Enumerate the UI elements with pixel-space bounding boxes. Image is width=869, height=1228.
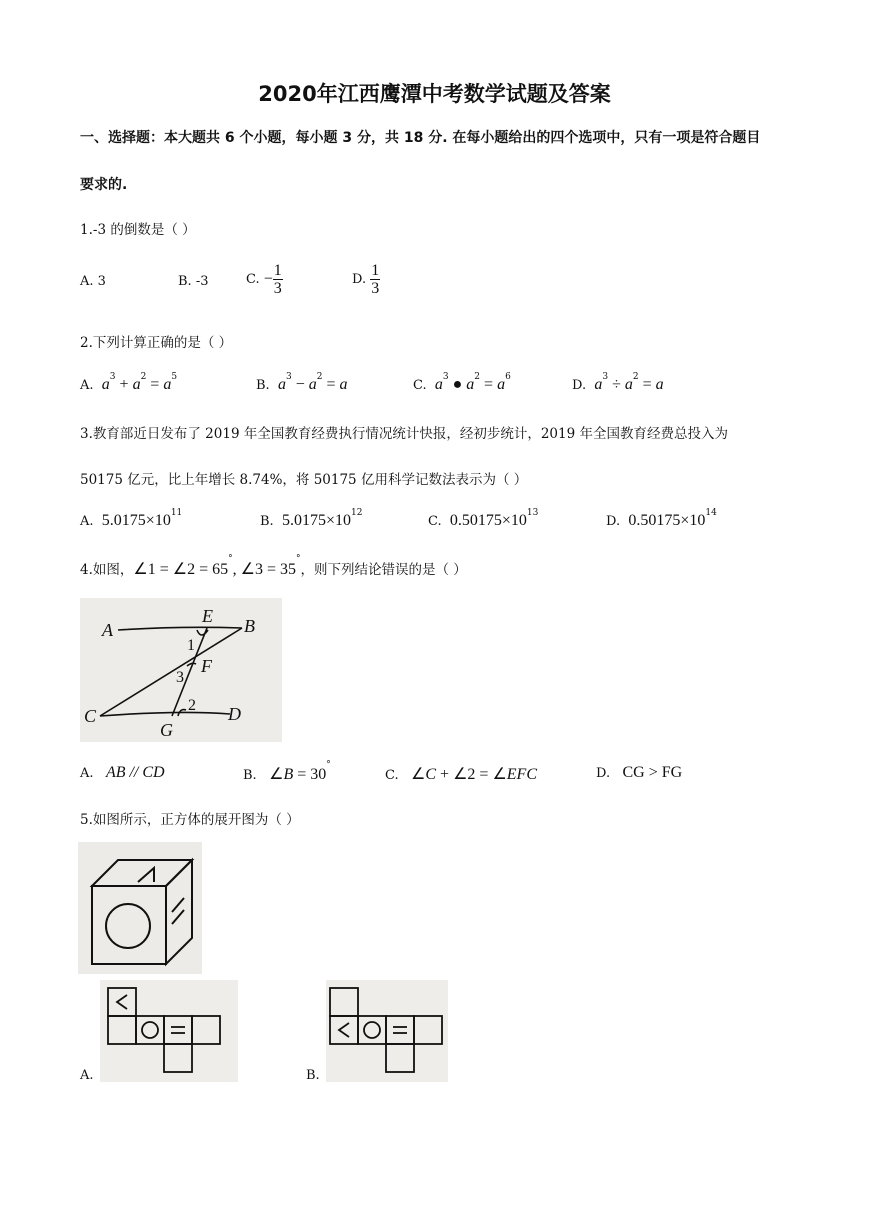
q3-c-base: 0.50175×10	[449, 512, 527, 529]
option-label: C.	[246, 272, 260, 287]
q5-cube-figure	[78, 842, 202, 974]
q3-d-base: 0.50175×10	[628, 512, 706, 529]
section-instruction-line1: 一、选择题：本大题共 6 个小题，每小题 3 分，共 18 分. 在每小题给出的四个选项中，只有一项是符合题目	[80, 130, 761, 146]
q1-option-d	[352, 262, 380, 297]
q3-option-a	[80, 508, 183, 530]
figure-background	[100, 980, 238, 1082]
q3-a-base: 5.0175×10	[101, 512, 171, 529]
option-label: C.	[413, 378, 427, 393]
q4-stem-prefix: 4.如图，	[80, 562, 134, 578]
q4-geometry-figure	[80, 598, 282, 742]
option-label: A.	[80, 766, 94, 781]
point-b-label: B	[244, 616, 255, 636]
q4-d-formula: CG > FG	[622, 764, 683, 781]
point-f-label: F	[201, 656, 212, 676]
angle-2-label: 2	[188, 697, 196, 714]
option-label: A.	[80, 274, 94, 289]
option-label: C.	[385, 768, 399, 783]
option-label: B.	[178, 274, 192, 289]
q3-c-exp: 13	[526, 508, 539, 518]
q1-option-a	[80, 274, 106, 289]
q4-option-c	[385, 764, 537, 784]
q3-b-exp: 12	[350, 508, 363, 518]
q4-option-b	[243, 760, 331, 784]
q2-c-formula: $a^3$ ● $a^2 = a^6$	[434, 372, 511, 393]
point-e-label: E	[202, 606, 213, 626]
q2-option-b	[256, 372, 348, 394]
q1-b-value: -3	[195, 274, 209, 289]
q3-stem-line1: 3.教育部近日发布了 2019 年全国教育经费执行情况统计快报，经初步统计，2019 年全国教育经费总投入为	[80, 426, 728, 442]
q5-option-b-net	[326, 980, 448, 1082]
option-label: B.	[260, 514, 274, 529]
page-title: 2020年江西鹰潭中考数学试题及答案	[258, 82, 611, 106]
q4-b-formula: ∠B = 30°	[269, 760, 331, 783]
q4-condition: ∠1 = ∠2 = 65°, ∠3 = 35°	[133, 554, 301, 578]
q1-c-sign: −	[263, 270, 273, 288]
q1-option-c	[246, 262, 283, 297]
option-label: D.	[572, 378, 587, 393]
angle-3-label: 3	[176, 669, 184, 686]
q2-d-formula: $a^3 \div a^2 = a$	[594, 372, 664, 393]
q1-d-fraction	[370, 262, 380, 297]
q1-c-fraction	[273, 262, 283, 297]
q5-stem: 5.如图所示，正方体的展开图为（ ）	[80, 812, 300, 828]
section-instruction-line2: 要求的.	[80, 177, 128, 193]
option-label: C.	[428, 514, 442, 529]
q3-stem-line2: 50175 亿元，比上年增长 8.74%，将 50175 亿用科学记数法表示为（ ）	[80, 472, 528, 488]
q5-option-a-net	[100, 980, 238, 1082]
option-label: B.	[243, 768, 257, 783]
q1-stem: 1.-3 的倒数是（ ）	[80, 222, 196, 238]
q4-c-formula: ∠C + ∠2 = ∠EFC	[411, 766, 537, 783]
point-a-label: A	[102, 620, 113, 640]
option-label: D.	[606, 514, 621, 529]
q2-stem: 2.下列计算正确的是（ ）	[80, 335, 233, 351]
q3-b-base: 5.0175×10	[281, 512, 351, 529]
option-label: A.	[80, 378, 94, 393]
q3-a-exp: 11	[170, 508, 183, 518]
option-label: D.	[352, 272, 367, 287]
point-d-label: D	[228, 704, 241, 724]
q5-option-b-label: B.	[306, 1068, 320, 1083]
angle-1-label: 1	[187, 637, 195, 654]
q1-a-value: 3	[97, 274, 106, 289]
q4-stem	[80, 554, 467, 579]
option-label: B.	[256, 378, 270, 393]
q4-option-a	[80, 764, 165, 782]
fraction-denominator: 3	[371, 280, 380, 297]
q4-stem-suffix: ，则下列结论错误的是（ ）	[300, 562, 467, 578]
q4-option-d	[596, 764, 682, 782]
q2-option-a	[80, 372, 178, 394]
fraction-numerator: 1	[371, 262, 380, 279]
q2-a-formula: $a^3 + a^2 = a^5$	[101, 372, 178, 393]
q2-b-formula: $a^3 - a^2 = a$	[277, 372, 348, 393]
q2-option-d	[572, 372, 664, 394]
q3-option-b	[260, 508, 363, 530]
point-c-label: C	[84, 706, 97, 726]
figure-background	[326, 980, 448, 1082]
q1-option-b	[178, 274, 209, 289]
q3-d-exp: 14	[705, 508, 717, 518]
fraction-denominator: 3	[273, 280, 282, 297]
q5-option-a-label: A.	[80, 1068, 94, 1083]
q4-a-formula: AB // CD	[105, 764, 165, 781]
option-label: A.	[80, 514, 94, 529]
fraction-numerator: 1	[273, 262, 282, 279]
q3-option-c	[428, 508, 539, 530]
point-g-label: G	[160, 720, 173, 740]
q3-option-d	[606, 508, 717, 530]
q2-option-c	[413, 372, 511, 394]
option-label: D.	[596, 766, 611, 781]
